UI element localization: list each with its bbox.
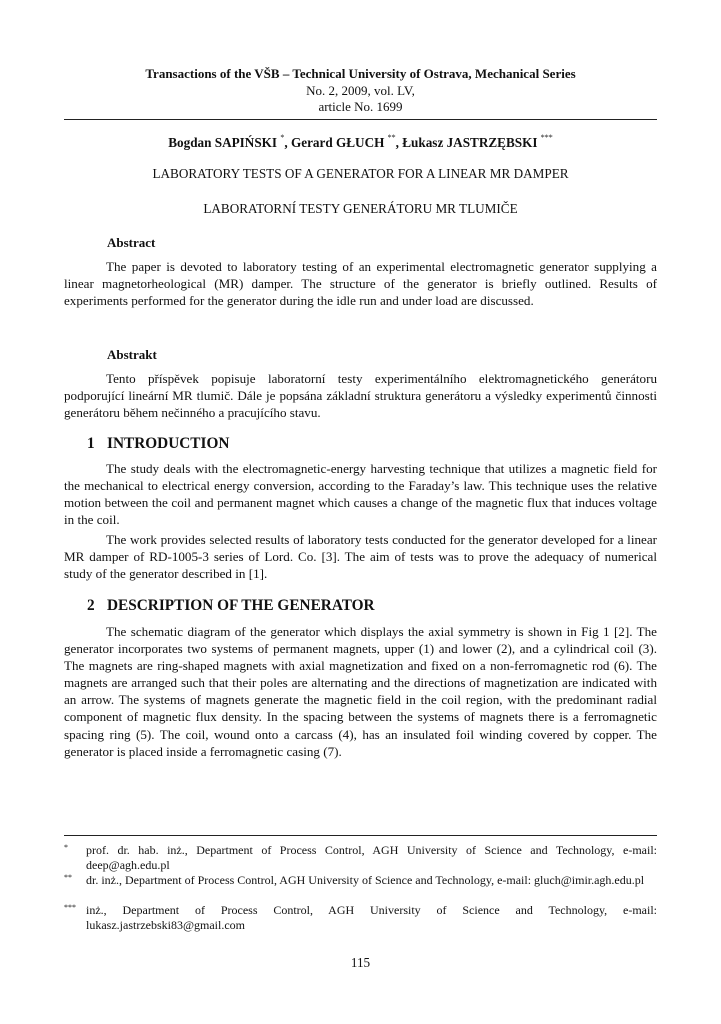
author-sep-1: , <box>284 135 288 150</box>
section-2-paragraph-1: The schematic diagram of the generator which displays the axial symmetry is shown in Fig 1 [2]. The generator incorporates two systems of permanent magnets, upper (1) and lower (2), and a cylindrical coil (3). The magnets are ring-shaped magnets with axial magnetization and fixed on a non-ferromagnetic rod (6). The magnets are arranged such that their poles are alternating and the directions of magnetization are indicated with an arrow. The systems of magnets generate the magnetic field in the coil region, with the predominant radial component of magnetic flux density. In the spacing between the systems of magnets there is a ferromagnetic spacing ring (5). The coil, wound onto a carcass (4), has an insulated foil winding covered by copper. The generator is placed inside a ferromagnetic casing (7). <box>64 624 657 759</box>
section-2-heading <box>87 597 375 615</box>
footnote-1 <box>64 843 657 873</box>
footnote-rule <box>64 835 657 836</box>
author-2: Gerard GŁUCH <box>290 135 385 150</box>
section-1-number: 1 <box>87 435 95 452</box>
author-line <box>64 135 657 151</box>
abstrakt-text: Tento příspěvek popisuje laboratorní testy experimentálního elektromagnetického generátoru podporující lineární MR tlumič. Dále je popsána základní struktura generátoru a výsledky experimentů činnosti generátoru během nečinného a pracujícího stavu. <box>64 371 657 421</box>
footnote-3 <box>64 903 657 933</box>
title-english: LABORATORY TESTS OF A GENERATOR FOR A LINEAR MR DAMPER <box>152 166 569 181</box>
section-1-paragraph-1: The study deals with the electromagnetic-energy harvesting technique that utilizes a magnetic field for the mechanical to electrical energy conversion, according to the Faraday’s law. This technique uses the relative motion between the coil and permanent magnet which causes a change of the magnetic flux that induces voltage in the coil. <box>64 461 657 528</box>
author-1-mark: * <box>280 133 285 142</box>
author-3-mark: *** <box>540 133 553 142</box>
abstrakt-heading: Abstrakt <box>107 347 157 362</box>
section-1-title: INTRODUCTION <box>107 435 230 452</box>
journal-article: article No. 1699 <box>318 99 403 114</box>
header-rule <box>64 119 657 120</box>
footnote-2 <box>64 873 657 888</box>
footnote-3-mark: *** <box>64 903 76 912</box>
footnote-2-mark: ** <box>64 873 72 882</box>
footnote-3-text: inż., Department of Process Control, AGH University of Science and Technology, e-mail: lukasz.jastrzebski83@gmail.com <box>86 903 657 933</box>
footnote-1-text: prof. dr. hab. inż., Department of Process Control, AGH University of Science and Technology, e-mail: deep@agh.edu.pl <box>86 843 657 873</box>
author-2-mark: ** <box>387 133 396 142</box>
author-1: Bogdan SAPIŃSKI <box>168 135 278 150</box>
journal-title: Transactions of the VŠB – Technical University of Ostrava, Mechanical Series <box>145 66 576 81</box>
section-1-paragraph-2: The work provides selected results of laboratory tests conducted for the generator developed for a linear MR damper of RD-1005-3 series of Lord. Co. [3]. The aim of tests was to prove the adequacy of numerical study of the generator described in [1]. <box>64 532 657 582</box>
section-2-number: 2 <box>87 597 95 614</box>
section-1-heading <box>87 435 229 453</box>
author-3: Łukasz JASTRZĘBSKI <box>402 135 538 150</box>
journal-header <box>64 66 657 116</box>
page-number: 115 <box>350 955 371 970</box>
abstract-heading: Abstract <box>107 235 156 250</box>
title-czech: LABORATORNÍ TESTY GENERÁTORU MR TLUMIČE <box>203 201 518 216</box>
author-sep-2: , <box>395 135 399 150</box>
footnote-1-mark: * <box>64 843 68 852</box>
journal-issue: No. 2, 2009, vol. LV, <box>306 82 415 98</box>
section-2-title: DESCRIPTION OF THE GENERATOR <box>107 597 375 614</box>
footnote-2-text: dr. inż., Department of Process Control, AGH University of Science and Technology, e-mail: gluch@imir.agh.edu.pl <box>86 873 645 887</box>
abstract-text: The paper is devoted to laboratory testing of an experimental electromagnetic generator supplying a linear magnetorheological (MR) damper. The structure of the generator is briefly outlined. Results of experiments performed for the generator during the idle run and under load are discussed. <box>64 259 657 309</box>
